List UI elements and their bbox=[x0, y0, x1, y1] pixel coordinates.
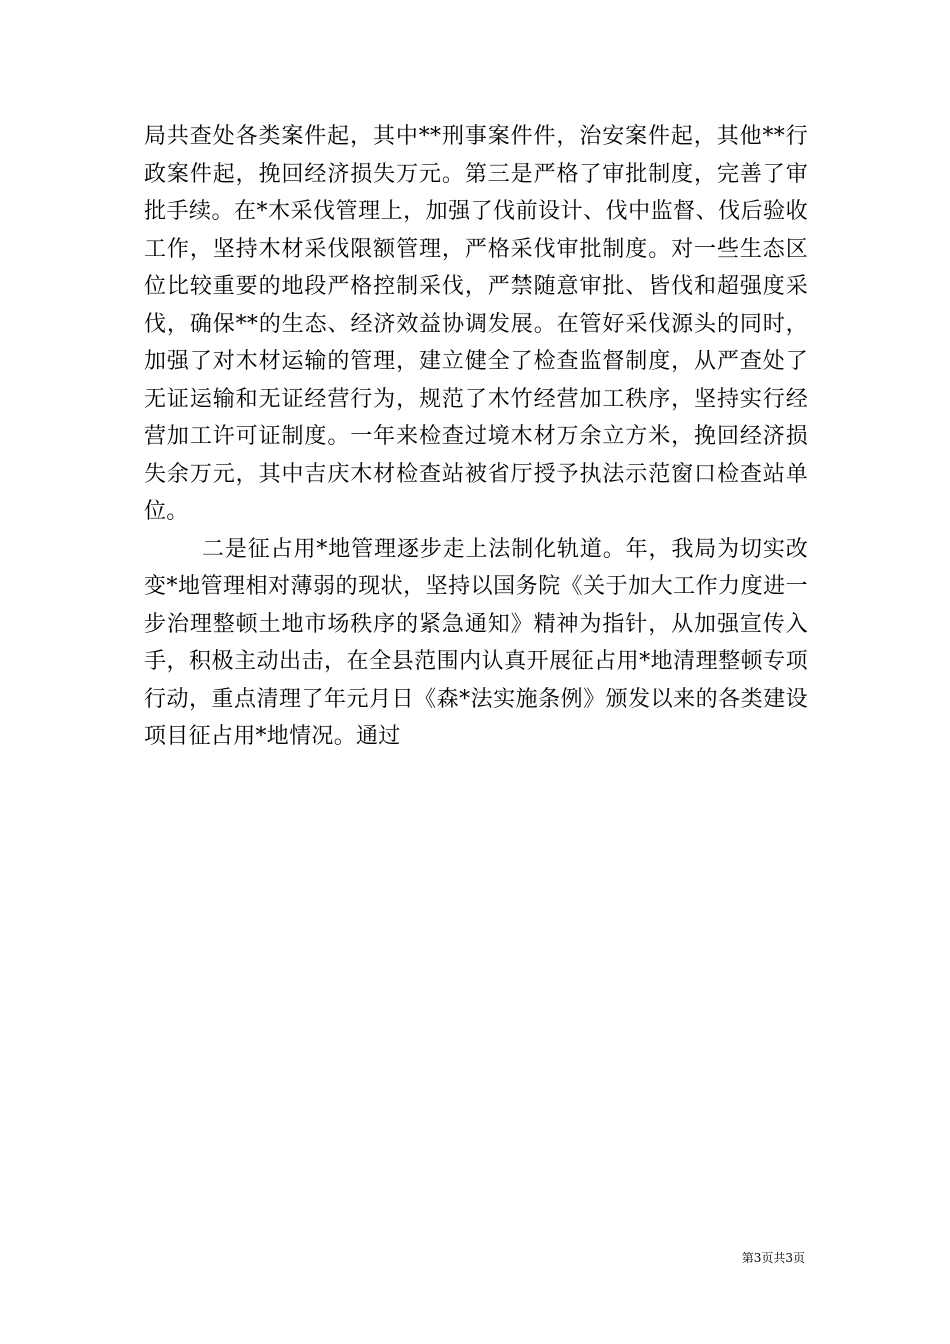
page-number: 第3页共3页 bbox=[741, 1251, 805, 1265]
paragraph-1: 局共查处各类案件起，其中**刑事案件件，治安案件起，其他**行政案件起，挽回经济损失万元。第三是严格了审批制度，完善了审批手续。在*木采伐管理上，加强了伐前设计、伐中监督、伐后验收工作，坚持木材采伐限额管理，严格采伐审批制度。对一些生态区位比较重要的地段严格控制采伐，严禁随意审批、皆伐和超强度采伐，确保**的生态、经济效益协调发展。在管好采伐源头的同时，加强了对木材运输的管理，建立健全了检查监督制度，从严查处了无证运输和无证经营行为，规范了木竹经营加工秩序，坚持实行经营加工许可证制度。一年来检查过境木材万余立方米，挽回经济损失余万元，其中吉庆木材检查站被省厅授予执法示范窗口检查站单位。 bbox=[144, 124, 808, 524]
paragraph-2: 二是征占用*地管理逐步走上法制化轨道。年，我局为切实改变*地管理相对薄弱的现状，坚持以国务院《关于加大工作力度进一步治理整顿土地市场秩序的紧急通知》精神为指针，从加强宣传入手，积极主动出击，在全县范围内认真开展征占用*地清理整顿专项行动，重点清理了年元月日《森*法实施条例》颁发以来的各类建设项目征占用*地情况。通过 bbox=[144, 536, 808, 749]
document-body bbox=[144, 118, 808, 756]
